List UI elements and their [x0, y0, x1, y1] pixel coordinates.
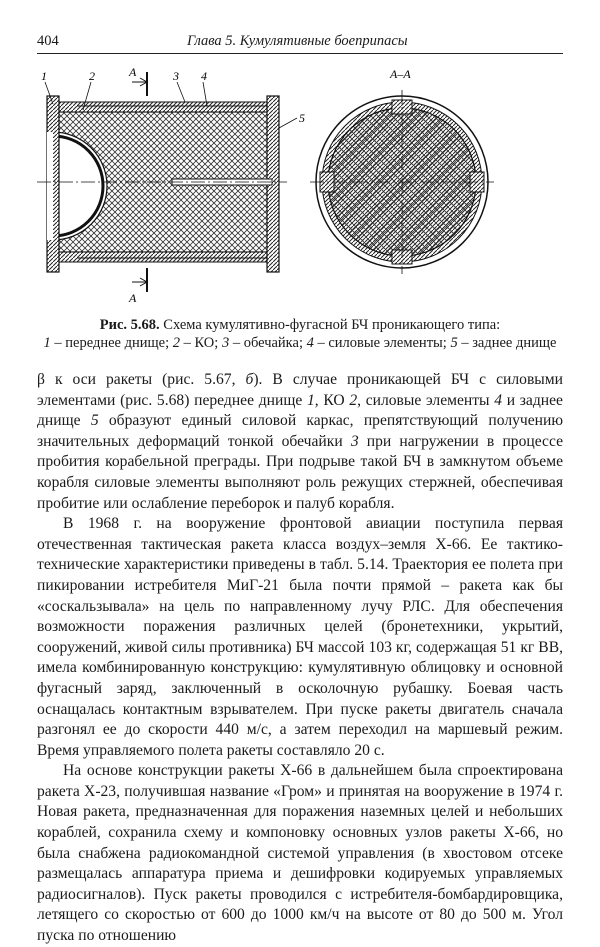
text-run: 3: [350, 432, 359, 450]
legend-text: – переднее днище;: [50, 335, 173, 351]
cross-section-a-a: [310, 67, 494, 274]
page-number: 404: [37, 33, 59, 49]
text-run: б: [245, 371, 254, 388]
text-run: и заднее днище: [37, 391, 563, 430]
figure-legend: [37, 334, 563, 352]
text-run: 4: [494, 391, 503, 409]
legend-num: 5: [450, 335, 458, 351]
running-title: Глава 5. Кумулятивные боеприпасы: [187, 33, 408, 49]
text-run: , силовые элементы: [357, 391, 495, 409]
legend-num: 1: [43, 335, 51, 351]
legend-num: 3: [221, 335, 230, 351]
section-mark-top: A: [129, 65, 137, 79]
figure-5-68: [37, 62, 563, 312]
legend-num: 2: [172, 335, 180, 351]
legend-text: – КО;: [180, 335, 222, 351]
text-run: 1: [306, 391, 315, 409]
figure-title: Схема кумулятивно-фугасной БЧ проникающего типа:: [163, 317, 501, 333]
text-run: образуют единый силовой каркас, препятствующий получению значительных деформаций тонкой обечайки: [37, 412, 564, 450]
running-header: [37, 33, 563, 54]
legend-text: – обечайка;: [229, 335, 307, 351]
text-run: ). В случае проникающей БЧ с силовыми элементами (рис. 5.68) переднее днище: [37, 371, 563, 409]
figure-caption: [37, 316, 563, 352]
figure-label: Рис. 5.68.: [99, 317, 160, 333]
legend-text: – заднее днище: [457, 335, 557, 351]
label-3: 3: [173, 69, 179, 83]
section-view-label: A–A: [390, 67, 411, 81]
warhead-diagram: [37, 62, 563, 312]
body-text: [37, 370, 563, 947]
label-2: 2: [89, 69, 95, 83]
text-run: , КО: [314, 391, 350, 409]
paragraph-2: В 1968 г. на вооружение фронтовой авиации поступила первая отечественная тактическая ракета класса воздух–земля Х-66. Ее тактико-технические характеристики приведены в табл. 5.14. Траектория ее полета при пикировании истребителя МиГ-21 была почти прямой – ракета как бы «соскальзывала» на цель по направленному лучу РЛС. Для обеспечения возможности поражения различных целей (бронетехники, укрытий, сооружений, живой силы противника) БЧ массой 103 кг, содержащая 51 кг ВВ, имела комбинированную конструкцию: кумулятивную облицовку и основной фугасный заряд, заключенный в осколочную рубашку. Боевая часть оснащалась контактным взрывателем. При пуске ракеты двигатель сначала разгонял ее до скорости 440 м/с, а затем переходил на маршевый режим. Время управляемого полета ракеты составляло 20 с.: [37, 515, 563, 759]
longitudinal-section: [37, 65, 305, 305]
label-4: 4: [201, 69, 207, 83]
text-run: 5: [90, 412, 99, 430]
label-1: 1: [41, 69, 47, 83]
paragraph-1: [37, 370, 563, 514]
text-run: 2: [349, 391, 358, 409]
label-5: 5: [299, 111, 305, 125]
text-run: при нагружении в процессе пробития корабельной преграды. При подрыве такой БЧ в замкнутом объеме корабля силовые элементы выполняют роль режущих стержней, обеспечивая пробитие или ослабление переборок и палуб корабля.: [37, 432, 563, 512]
text-run: β к оси ракеты (рис. 5.67,: [37, 371, 246, 388]
paragraph-3: На основе конструкции ракеты Х-66 в дальнейшем была спроектирована ракета Х-23, получившая название «Гром» и принятая на вооружение в 1974 г. Новая ракета, предназначенная для поражения наземных целей и небольших кораблей, сохранила схему и компоновку основных узлов ракеты Х-66, но была снабжена радиокомандной системой управления (в хвостовом отсеке размещалась аппаратура приема и дешифровки кодируемых управляемых радиосигналов). Пуск ракеты проводился с истребителя-бомбардировщика, летящего со скоростью от 600 до 1000 км/ч на высоте от 80 до 500 м. Угол пуска по отношению: [37, 762, 563, 945]
section-mark-bottom: A: [129, 291, 137, 305]
legend-text: – силовые элементы;: [313, 335, 451, 351]
legend-num: 4: [306, 335, 314, 351]
